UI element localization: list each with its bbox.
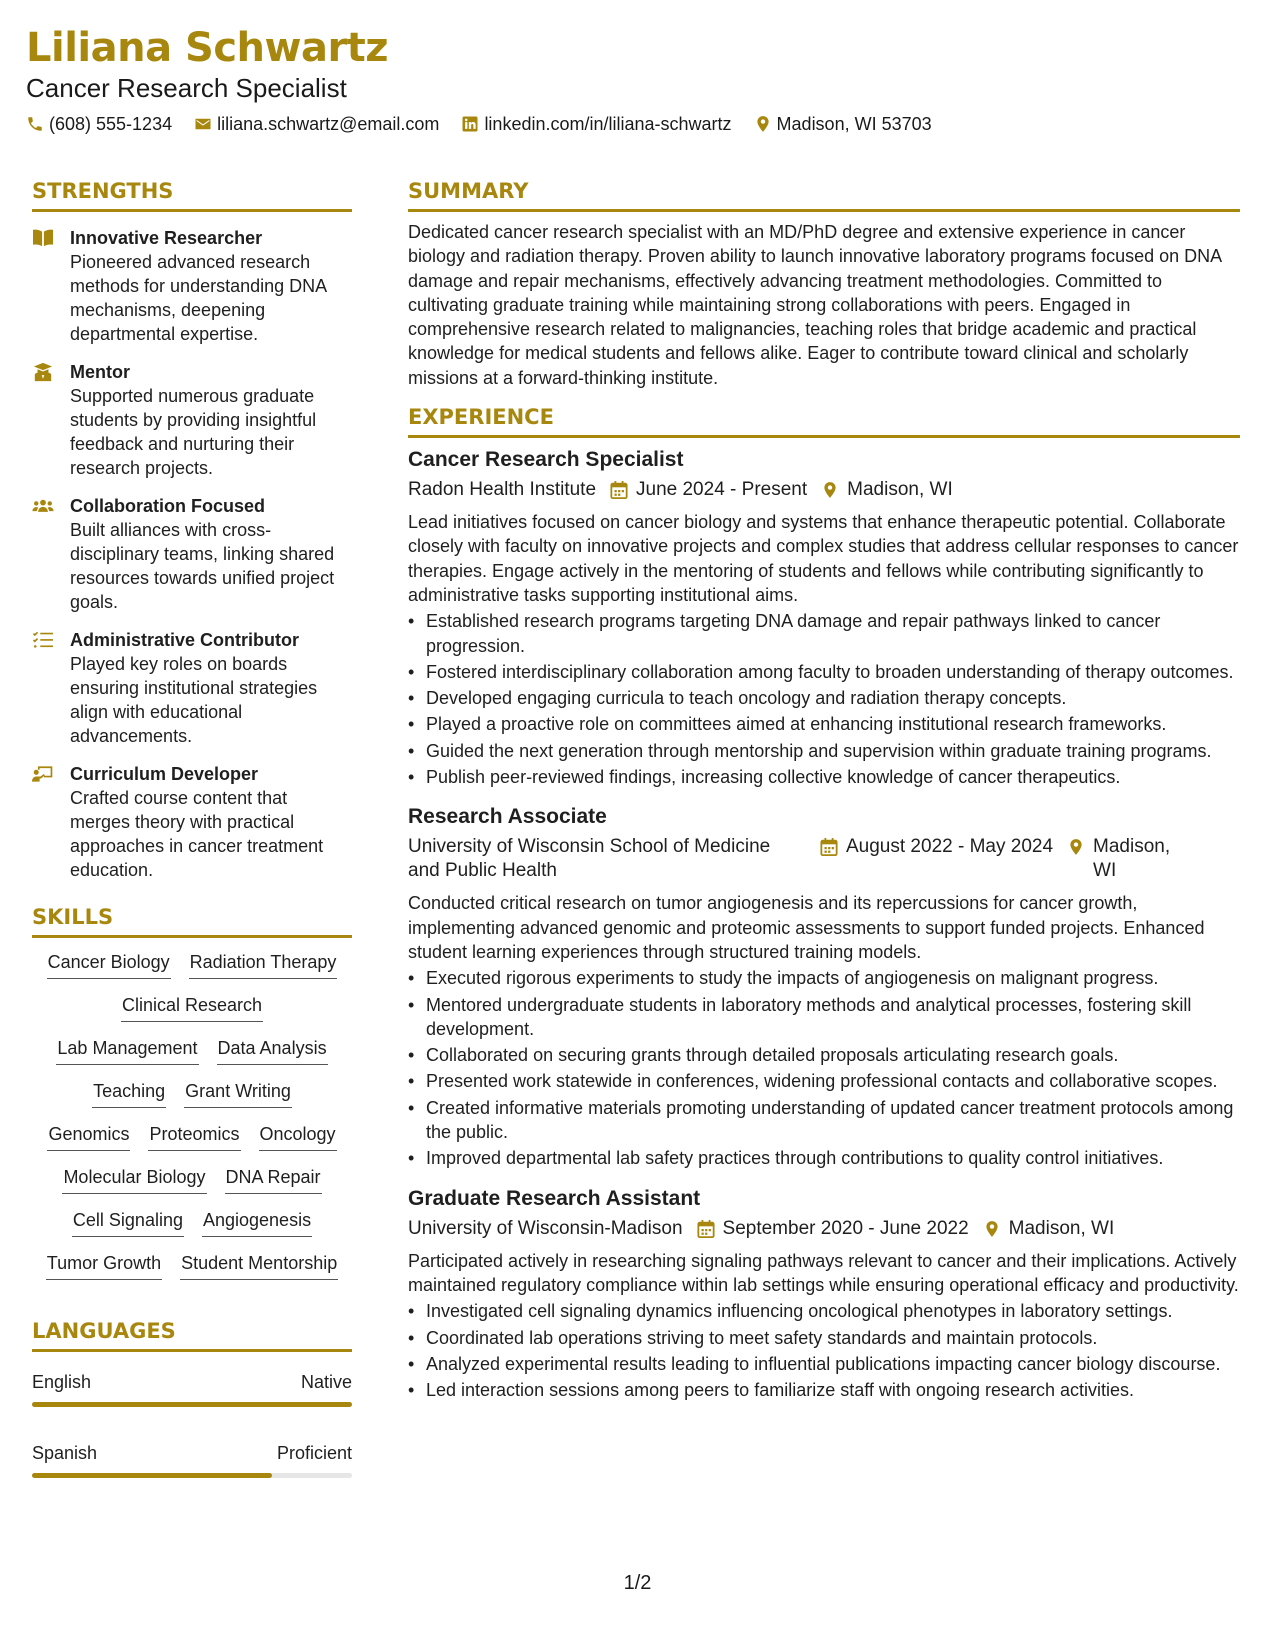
- book-icon: [32, 228, 54, 248]
- job-dates-text: September 2020 - June 2022: [722, 1217, 969, 1239]
- skill-tag: Radiation Therapy: [189, 950, 338, 979]
- language-name: Spanish: [32, 1443, 98, 1463]
- contact-email[interactable]: [194, 112, 439, 136]
- job-location: [821, 478, 953, 502]
- language-item: [32, 1370, 352, 1407]
- job-bullets: [408, 966, 1240, 1170]
- job-meta: [408, 478, 1240, 502]
- phone-icon: [26, 115, 44, 133]
- list-item: • Played a proactive role on committees aimed at enhancing institutional research frameworks.: [426, 712, 1240, 736]
- job-bullets: [408, 1299, 1240, 1402]
- list-item: • Executed rigorous experiments to study the impacts of angiogenesis on malignant progress.: [426, 966, 1240, 990]
- strength-desc: Supported numerous graduate students by providing insightful feedback and nurturing their research projects.: [70, 386, 317, 478]
- skill-tag: Molecular Biology: [62, 1165, 206, 1194]
- list-item: • Led interaction sessions among peers to familiarize staff with ongoing research activities.: [426, 1378, 1240, 1402]
- job-location-text: Madison, WI: [1093, 836, 1171, 882]
- summary-section: [408, 178, 1240, 390]
- strengths-section: [32, 178, 352, 882]
- job-location-text: Madison, WI: [1008, 1217, 1115, 1239]
- graduation-icon: [32, 362, 54, 382]
- map-pin-icon: [754, 115, 772, 133]
- languages-section: [32, 1318, 352, 1478]
- right-column: [408, 178, 1240, 1402]
- experience-heading: EXPERIENCE: [408, 404, 1240, 438]
- language-bar-fill: [32, 1473, 272, 1478]
- calendar-icon: [697, 1219, 715, 1239]
- experience-section: [408, 404, 1240, 1402]
- teacher-icon: [32, 764, 54, 784]
- strength-desc: Crafted course content that merges theory with practical approaches in cancer treatment education.: [70, 788, 324, 880]
- language-bar-fill: [32, 1402, 352, 1407]
- skill-tag: Oncology: [259, 1122, 337, 1151]
- contact-location: [754, 112, 932, 136]
- job-title: Graduate Research Assistant: [408, 1186, 701, 1210]
- job-description: Participated actively in researching signaling pathways relevant to cancer and their implications. Actively maintained regulatory compliance within lab settings while ensuring operational efficacy and productivity.: [408, 1250, 1239, 1295]
- strength-title: Curriculum Developer: [70, 764, 259, 784]
- calendar-icon: [610, 480, 628, 500]
- job-company: University of Wisconsin School of Medicine and Public Health: [408, 836, 771, 882]
- contact-bar: [26, 112, 1246, 136]
- candidate-title: Cancer Research Specialist: [26, 73, 347, 103]
- strength-item: [32, 360, 352, 480]
- candidate-name: Liliana Schwartz: [26, 25, 389, 71]
- left-column: [32, 178, 352, 1478]
- contact-phone: [26, 112, 172, 136]
- strength-item: [32, 628, 352, 748]
- email-text[interactable]: liliana.schwartz@email.com: [217, 114, 440, 134]
- strength-title: Innovative Researcher: [70, 228, 263, 248]
- phone-text: (608) 555-1234: [49, 114, 173, 134]
- job-location-text: Madison, WI: [847, 479, 953, 501]
- strength-title: Administrative Contributor: [70, 630, 300, 650]
- job-dates-text: August 2022 - May 2024: [846, 836, 1054, 858]
- job-dates: [697, 1217, 969, 1241]
- strength-desc: Built alliances with cross-disciplinary teams, linking shared resources towards unified project goals.: [70, 520, 335, 612]
- language-item: [32, 1441, 352, 1478]
- skills-row: [32, 1208, 352, 1237]
- list-item: • Guided the next generation through mentorship and supervision within graduate training programs.: [426, 739, 1240, 763]
- list-check-icon: [32, 630, 54, 650]
- languages-heading: LANGUAGES: [32, 1318, 352, 1352]
- list-item: • Analyzed experimental results leading to influential publications impacting cancer biology discourse.: [426, 1352, 1240, 1376]
- list-item: • Presented work statewide in conferences, widening professional contacts and collaborative scopes.: [426, 1069, 1240, 1093]
- skills-row: [32, 993, 352, 1022]
- resume-header: [26, 22, 1246, 136]
- job-location: [983, 1217, 1115, 1241]
- language-bar: [32, 1402, 352, 1407]
- strength-item: [32, 494, 352, 614]
- list-item: • Collaborated on securing grants through detailed proposals articulating research goals.: [426, 1043, 1240, 1067]
- strength-title: Mentor: [70, 362, 130, 382]
- skills-row: [32, 1165, 352, 1194]
- map-pin-icon: [1067, 837, 1085, 857]
- envelope-icon: [194, 115, 212, 133]
- skill-tag: Clinical Research: [121, 993, 263, 1022]
- strength-item: [32, 226, 352, 346]
- skill-tag: Proteomics: [148, 1122, 240, 1151]
- job-location: [1067, 835, 1185, 883]
- language-bar: [32, 1473, 352, 1478]
- linkedin-text[interactable]: linkedin.com/in/liliana-schwartz: [484, 114, 732, 134]
- skill-tag: Cell Signaling: [72, 1208, 184, 1237]
- list-item: • Mentored undergraduate students in laboratory methods and analytical processes, fostering skill development.: [426, 993, 1240, 1042]
- skills-heading: SKILLS: [32, 904, 352, 938]
- job-description: Lead initiatives focused on cancer biology and systems that enhance therapeutic potential. Collaborate closely with faculty on innovative projects and complex studies that address cellular responses to cancer therapies. Engage actively in the mentoring of students and fellows while contributing significantly to administrative tasks supporting institutional aims.: [408, 512, 1239, 605]
- job-entry: [408, 803, 1240, 1170]
- job-entry: [408, 1185, 1240, 1403]
- linkedin-icon: [461, 115, 479, 133]
- map-pin-icon: [821, 480, 839, 500]
- job-meta: [408, 835, 1240, 883]
- skill-tag: Cancer Biology: [47, 950, 171, 979]
- job-dates-text: June 2024 - Present: [636, 479, 808, 501]
- job-title: Research Associate: [408, 805, 607, 829]
- strength-item: [32, 762, 352, 882]
- job-meta: [408, 1217, 1240, 1241]
- list-item: • Investigated cell signaling dynamics influencing oncological phenotypes in laboratory settings.: [426, 1299, 1240, 1323]
- language-name: English: [32, 1372, 92, 1392]
- list-item: • Improved departmental lab safety practices through contributions to quality control initiatives.: [426, 1146, 1240, 1170]
- contact-linkedin[interactable]: [461, 112, 731, 136]
- skill-tag: DNA Repair: [225, 1165, 322, 1194]
- skills-row: [32, 1036, 352, 1065]
- job-dates: [610, 478, 807, 502]
- summary-heading: SUMMARY: [408, 178, 1240, 212]
- skill-tag: Tumor Growth: [46, 1251, 162, 1280]
- list-item: • Created informative materials promoting understanding of updated cancer treatment protocols among the public.: [426, 1096, 1240, 1145]
- job-bullets: [408, 609, 1240, 789]
- skills-row: [32, 950, 352, 979]
- skill-tag: Genomics: [47, 1122, 130, 1151]
- strengths-heading: STRENGTHS: [32, 178, 352, 212]
- skill-tag: Student Mentorship: [180, 1251, 338, 1280]
- list-item: • Established research programs targeting DNA damage and repair pathways linked to cancer progression.: [426, 609, 1240, 658]
- skill-tag: Teaching: [92, 1079, 166, 1108]
- skills-row: [32, 1079, 352, 1108]
- job-dates: [820, 835, 1053, 859]
- job-entry: [408, 446, 1240, 789]
- skills-row: [32, 1251, 352, 1280]
- summary-text: Dedicated cancer research specialist with an MD/PhD degree and extensive experience in cancer biology and radiation therapy. Proven ability to launch innovative laboratory programs focused on DNA damage and repair mechanisms, effectively advancing treatment methodologies. Committed to cultivating graduate training while maintaining strong collaborations with peers. Engaged in comprehensive research related to malignancies, teaching roles that bridge academic and practical knowledge for medical students and fellows alike. Eager to contribute toward clinical and scholarly missions at a forward-thinking institute.: [408, 222, 1222, 388]
- strength-title: Collaboration Focused: [70, 496, 266, 516]
- job-company: Radon Health Institute: [408, 479, 597, 501]
- map-pin-icon: [983, 1219, 1001, 1239]
- skill-tag: Lab Management: [56, 1036, 198, 1065]
- strength-desc: Played key roles on boards ensuring institutional strategies align with educational advancements.: [70, 654, 318, 746]
- language-level: Proficient: [276, 1443, 352, 1463]
- strength-desc: Pioneered advanced research methods for understanding DNA mechanisms, deepening departmental expertise.: [70, 252, 327, 344]
- users-icon: [32, 496, 54, 516]
- page-number: 1/2: [623, 1572, 652, 1594]
- location-text: Madison, WI 53703: [776, 114, 932, 134]
- job-company: University of Wisconsin-Madison: [408, 1217, 683, 1239]
- job-description: Conducted critical research on tumor angiogenesis and its repercussions for cancer growth, implementing advanced genomic and proteomic assessments to support funded projects. Enhanced student learning experiences through structured training models.: [408, 893, 1205, 962]
- list-item: • Fostered interdisciplinary collaboration among faculty to broaden understanding of therapy outcomes.: [426, 660, 1240, 684]
- language-level: Native: [300, 1372, 352, 1392]
- list-item: • Publish peer-reviewed findings, increasing collective knowledge of cancer therapeutics.: [426, 765, 1240, 789]
- skill-tag: Data Analysis: [217, 1036, 328, 1065]
- skills-section: [32, 904, 352, 1280]
- skill-tag: Angiogenesis: [202, 1208, 312, 1237]
- skill-tag: Grant Writing: [184, 1079, 292, 1108]
- skills-row: [32, 1122, 352, 1151]
- calendar-icon: [820, 837, 838, 857]
- job-title: Cancer Research Specialist: [408, 448, 684, 472]
- list-item: • Developed engaging curricula to teach oncology and radiation therapy concepts.: [426, 686, 1240, 710]
- list-item: • Coordinated lab operations striving to meet safety standards and maintain protocols.: [426, 1326, 1240, 1350]
